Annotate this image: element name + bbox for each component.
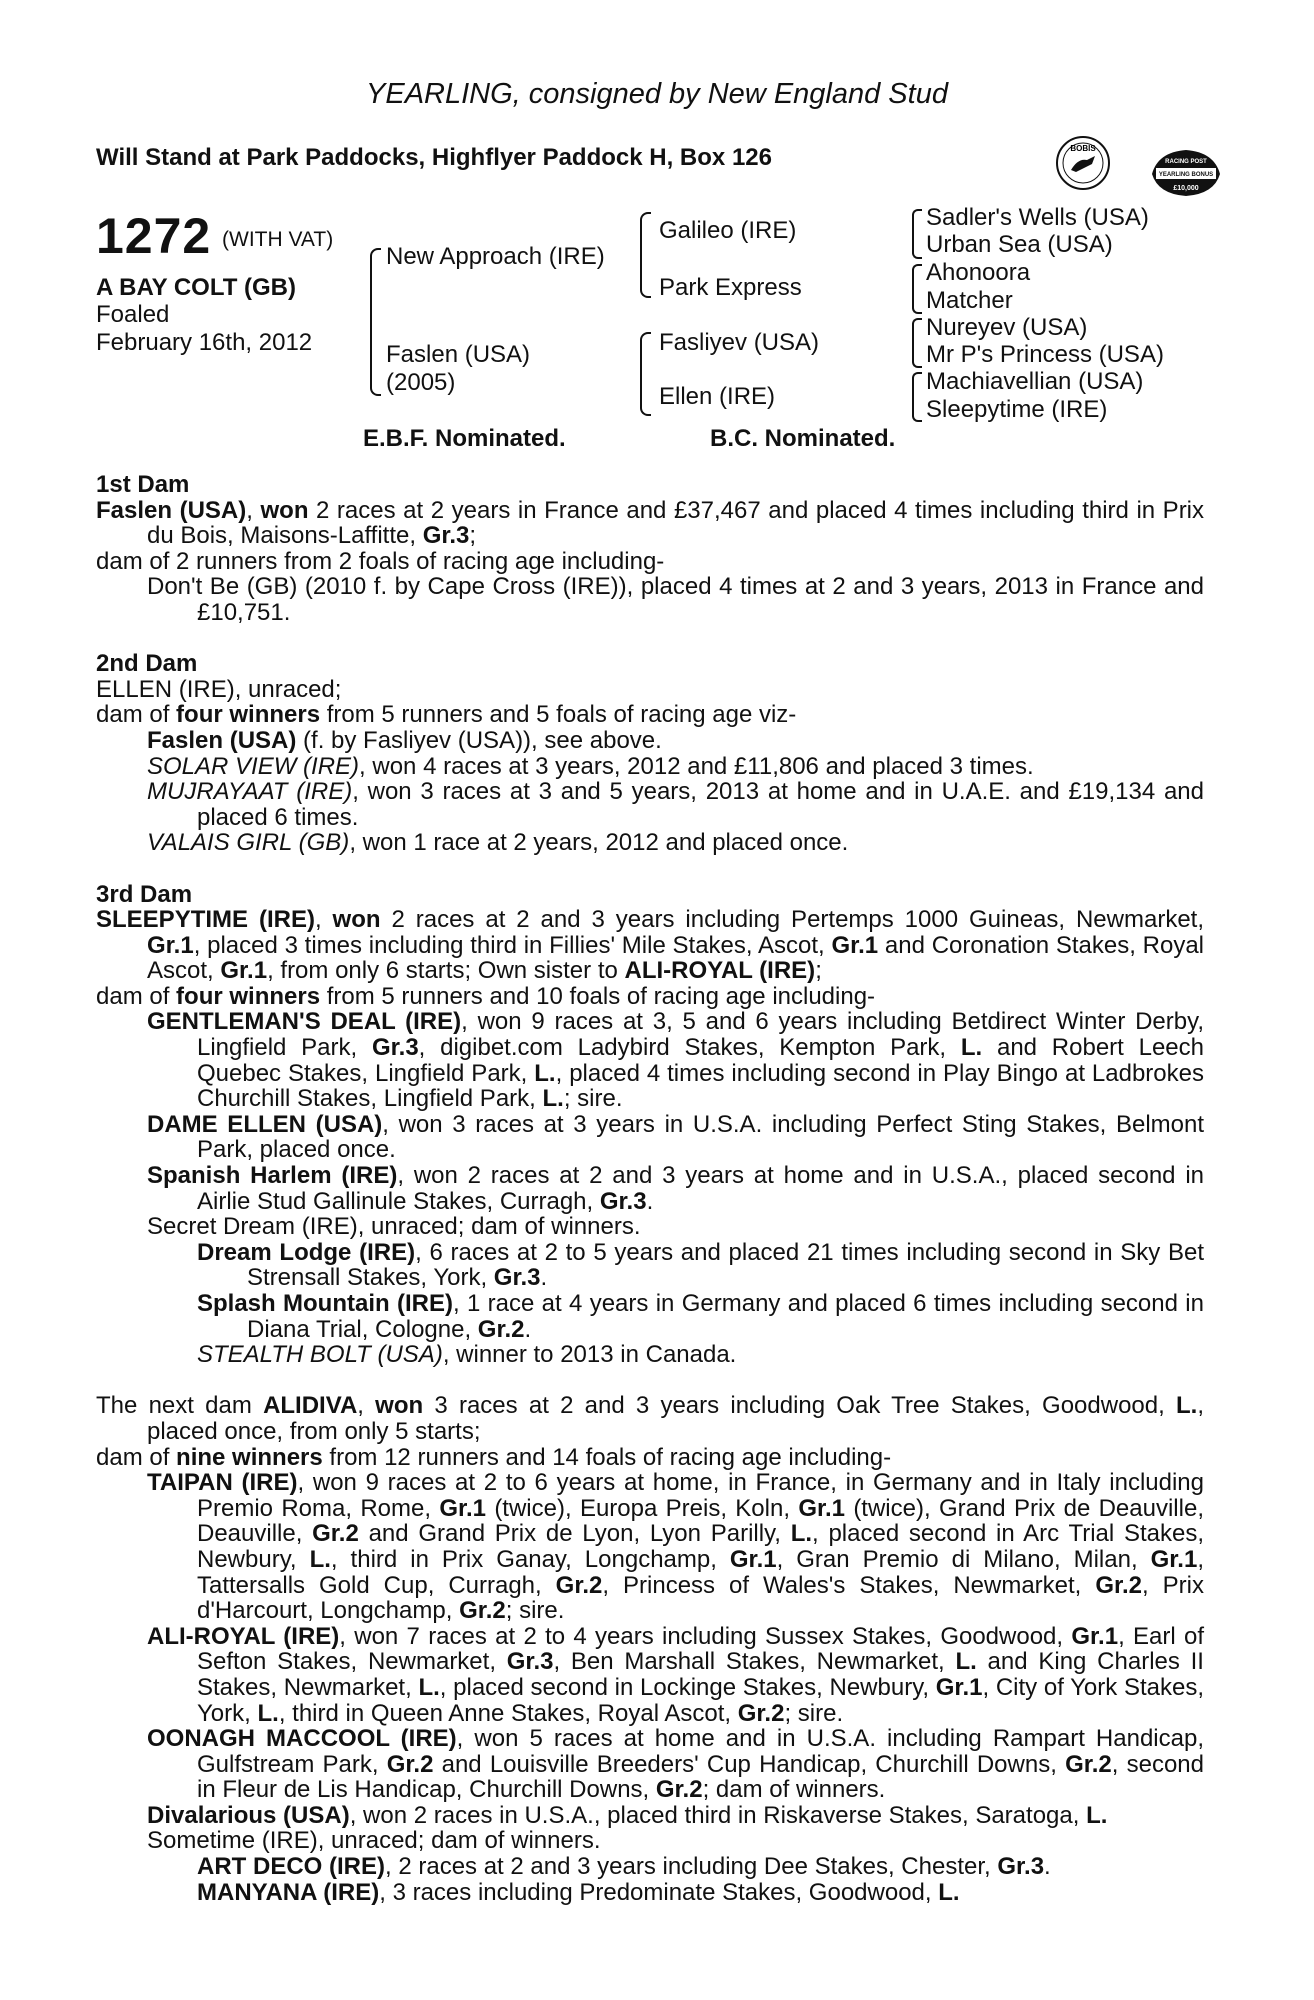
lot-number: 1272 (96, 208, 212, 264)
racing-post-mid-text: YEARLING BONUS (1158, 172, 1214, 178)
racing-post-amount-text: £10,000 (1173, 185, 1199, 192)
bc-nominated: B.C. Nominated. (710, 425, 896, 452)
pedigree-brace-2a (640, 212, 651, 298)
third-dam-heading: 3rd Dam (96, 880, 193, 908)
pedigree-dsd: Mr P's Princess (USA) (926, 341, 1164, 368)
pedigree-dam-sire: Fasliyev (USA) (659, 329, 820, 356)
second-dam-record: ELLEN (IRE), unraced; (96, 675, 342, 703)
catalogue-body (96, 472, 1204, 1905)
first-dam-record: Faslen (USA), won 2 races at 2 years in France and £37,467 and placed 4 times including third in Prix du Bois, Maisons-Laffitte, Gr.3; (96, 496, 1205, 550)
third-dam-foal: DAME ELLEN (USA), won 3 races at 3 years in U.S.A. including Perfect Sting Stakes, Belmont Park, placed once. (147, 1110, 1205, 1164)
pedigree-brace-2b (640, 332, 651, 416)
third-dam-foal: Spanish Harlem (IRE), won 2 races at 2 and 3 years at home and in U.S.A., placed second in Airlie Stud Gallinule Stakes, Curragh, Gr.3. (147, 1162, 1204, 1215)
next-dam-foal: TAIPAN (IRE), won 9 races at 2 to 6 years at home, in France, in Germany and in Italy including Premio Roma, Rome, Gr.1 (twice), Europa Preis, Koln, Gr.1 (twice), Grand Prix de Deauville, Deauville, Gr.2 and Grand Prix de Lyon, Lyon Parilly, L., placed second in Arc Trial Stakes, Newbury, L., third in Prix Ganay, Longchamp, Gr.1, Gran Premio di Milano, Milan, Gr.1, Tattersalls Gold Cup, Curragh, Gr.2, Princess of Wales's Stakes, Newmarket, Gr.2, Prix d'Harcourt, Longchamp, Gr.2; sire. (147, 1469, 1205, 1625)
pedigree-brace-3d (912, 372, 922, 422)
stand-location: Will Stand at Park Paddocks, Highflyer Paddock H, Box 126 (96, 144, 772, 171)
next-dam-grandfoal: ART DECO (IRE), 2 races at 2 and 3 years including Dee Stakes, Chester, Gr.3. (197, 1853, 1051, 1881)
second-dam-foal: Faslen (USA) (f. by Fasliyev (USA)), see above. (147, 726, 662, 754)
second-dam-foal: MUJRAYAAT (IRE), won 3 races at 3 and 5 years, 2013 at home and in U.A.E. and £19,134 and placed 6 times. (147, 778, 1204, 831)
pedigree-sire-dam: Park Express (659, 274, 802, 301)
next-dam-foal: Divalarious (USA), won 2 races in U.S.A., placed third in Riskaverse Stakes, Saratoga, L. (147, 1801, 1108, 1829)
first-dam-foal: Don't Be (GB) (2010 f. by Cape Cross (IRE)), placed 4 times at 2 and 3 years, 2013 in France and £10,751. (147, 573, 1204, 626)
next-dam-foal: OONAGH MACCOOL (IRE), won 5 races at home and in U.S.A. including Rampart Handicap, Gulfstream Park, Gr.2 and Louisville Breeders' Cup Handicap, Churchill Downs, Gr.2, second in Fleur de Lis Handicap, Churchill Downs, Gr.2; dam of winners. (147, 1725, 1204, 1804)
pedigree-dam: Faslen (USA) (386, 341, 531, 368)
foaled-date: February 16th, 2012 (96, 329, 313, 356)
lot-description: A BAY COLT (GB) (96, 274, 297, 301)
bobis-text: BOBIS (1070, 144, 1096, 153)
pedigree-ddd: Sleepytime (IRE) (926, 396, 1108, 423)
third-dam-grandfoal: Splash Mountain (IRE), 1 race at 4 years in Germany and placed 6 times including second in Diana Trial, Cologne, Gr.2. (197, 1290, 1204, 1343)
third-dam-grandfoal: Dream Lodge (IRE), 6 races at 2 to 5 years and placed 21 times including second in Sky Bet Strensall Stakes, York, Gr.3. (197, 1238, 1204, 1292)
next-dam-produce-summary: dam of nine winners from 12 runners and 14 foals of racing age including- (96, 1443, 892, 1471)
bobis-logo (1054, 134, 1112, 192)
pedigree-dds: Machiavellian (USA) (926, 368, 1144, 395)
pedigree-dam-dam: Ellen (IRE) (659, 383, 776, 410)
pedigree-ssd: Urban Sea (USA) (926, 231, 1113, 258)
racing-post-top-text: RACING POST (1165, 159, 1207, 165)
next-dam-foal: ALI-ROYAL (IRE), won 7 races at 2 to 4 years including Sussex Stakes, Goodwood, Gr.1, Earl of Sefton Stakes, Newmarket, Gr.3, Ben Marshall Stakes, Newmarket, L. and King Charles II Stakes, Newmarket, L., placed second in Lockinge Stakes, Newbury, Gr.1, City of York Stakes, York, L., third in Queen Anne Stakes, Royal Ascot, Gr.2; sire. (147, 1622, 1204, 1727)
pedigree-sss: Sadler's Wells (USA) (926, 204, 1149, 231)
second-dam-foal: SOLAR VIEW (IRE), won 4 races at 3 years, 2012 and £11,806 and placed 3 times. (147, 752, 1034, 780)
next-dam-record: The next dam ALIDIVA, won 3 races at 2 and 3 years including Oak Tree Stakes, Goodwood, L., placed once, from only 5 starts; (96, 1392, 1204, 1445)
pedigree-brace-1 (370, 248, 381, 396)
third-dam-record: SLEEPYTIME (IRE), won 2 races at 2 and 3 years including Pertemps 1000 Guineas, Newmarket, Gr.1, placed 3 times including third in Fillies' Mile Stakes, Ascot, Gr.1 and Coronation Stakes, Royal Ascot, Gr.1, from only 6 starts; Own sister to ALI-ROYAL (IRE); (96, 906, 1205, 985)
pedigree-brace-3b (912, 264, 922, 314)
sale-header: YEARLING, consigned by New England Stud (366, 78, 948, 110)
foaled-label: Foaled (96, 301, 170, 328)
pedigree-sds: Ahonoora (926, 259, 1031, 286)
pedigree-brace-3c (912, 318, 922, 368)
ebf-nominated: E.B.F. Nominated. (363, 425, 566, 452)
pedigree-sdd: Matcher (926, 287, 1013, 314)
second-dam-heading: 2nd Dam (96, 650, 198, 678)
second-dam-foal: VALAIS GIRL (GB), won 1 race at 2 years, 2012 and placed once. (147, 829, 849, 857)
next-dam-grandfoal: MANYANA (IRE), 3 races including Predominate Stakes, Goodwood, L. (197, 1878, 960, 1906)
pedigree-sire: New Approach (IRE) (386, 243, 605, 270)
third-dam-grandfoal: STEALTH BOLT (USA), winner to 2013 in Canada. (197, 1341, 737, 1369)
pedigree-brace-3a (912, 209, 922, 259)
first-dam-heading: 1st Dam (96, 471, 190, 498)
third-dam-produce-summary: dam of four winners from 5 runners and 10 foals of racing age including- (96, 982, 876, 1010)
next-dam-foal: Sometime (IRE), unraced; dam of winners. (147, 1827, 601, 1855)
first-dam-produce-summary: dam of 2 runners from 2 foals of racing age including- (96, 547, 665, 575)
pedigree-sire-sire: Galileo (IRE) (659, 217, 797, 244)
pedigree-dss: Nureyev (USA) (926, 314, 1088, 341)
second-dam-produce-summary: dam of four winners from 5 runners and 5 foals of racing age viz- (96, 701, 797, 729)
third-dam-foal: GENTLEMAN'S DEAL (IRE), won 9 races at 3, 5 and 6 years including Betdirect Winter Derby, Lingfield Park, Gr.3, digibet.com Ladybird Stakes, Kempton Park, L. and Robert Leech Quebec Stakes, Lingfield Park, L., placed 4 times including second in Play Bingo at Ladbrokes Churchill Stakes, Lingfield Park, L.; sire. (147, 1008, 1205, 1113)
racing-post-bonus-logo (1148, 144, 1224, 200)
third-dam-foal: Secret Dream (IRE), unraced; dam of winners. (147, 1213, 641, 1241)
vat-label: (WITH VAT) (222, 228, 334, 251)
foaled-info (96, 301, 312, 357)
pedigree-dam-year: (2005) (386, 369, 456, 396)
